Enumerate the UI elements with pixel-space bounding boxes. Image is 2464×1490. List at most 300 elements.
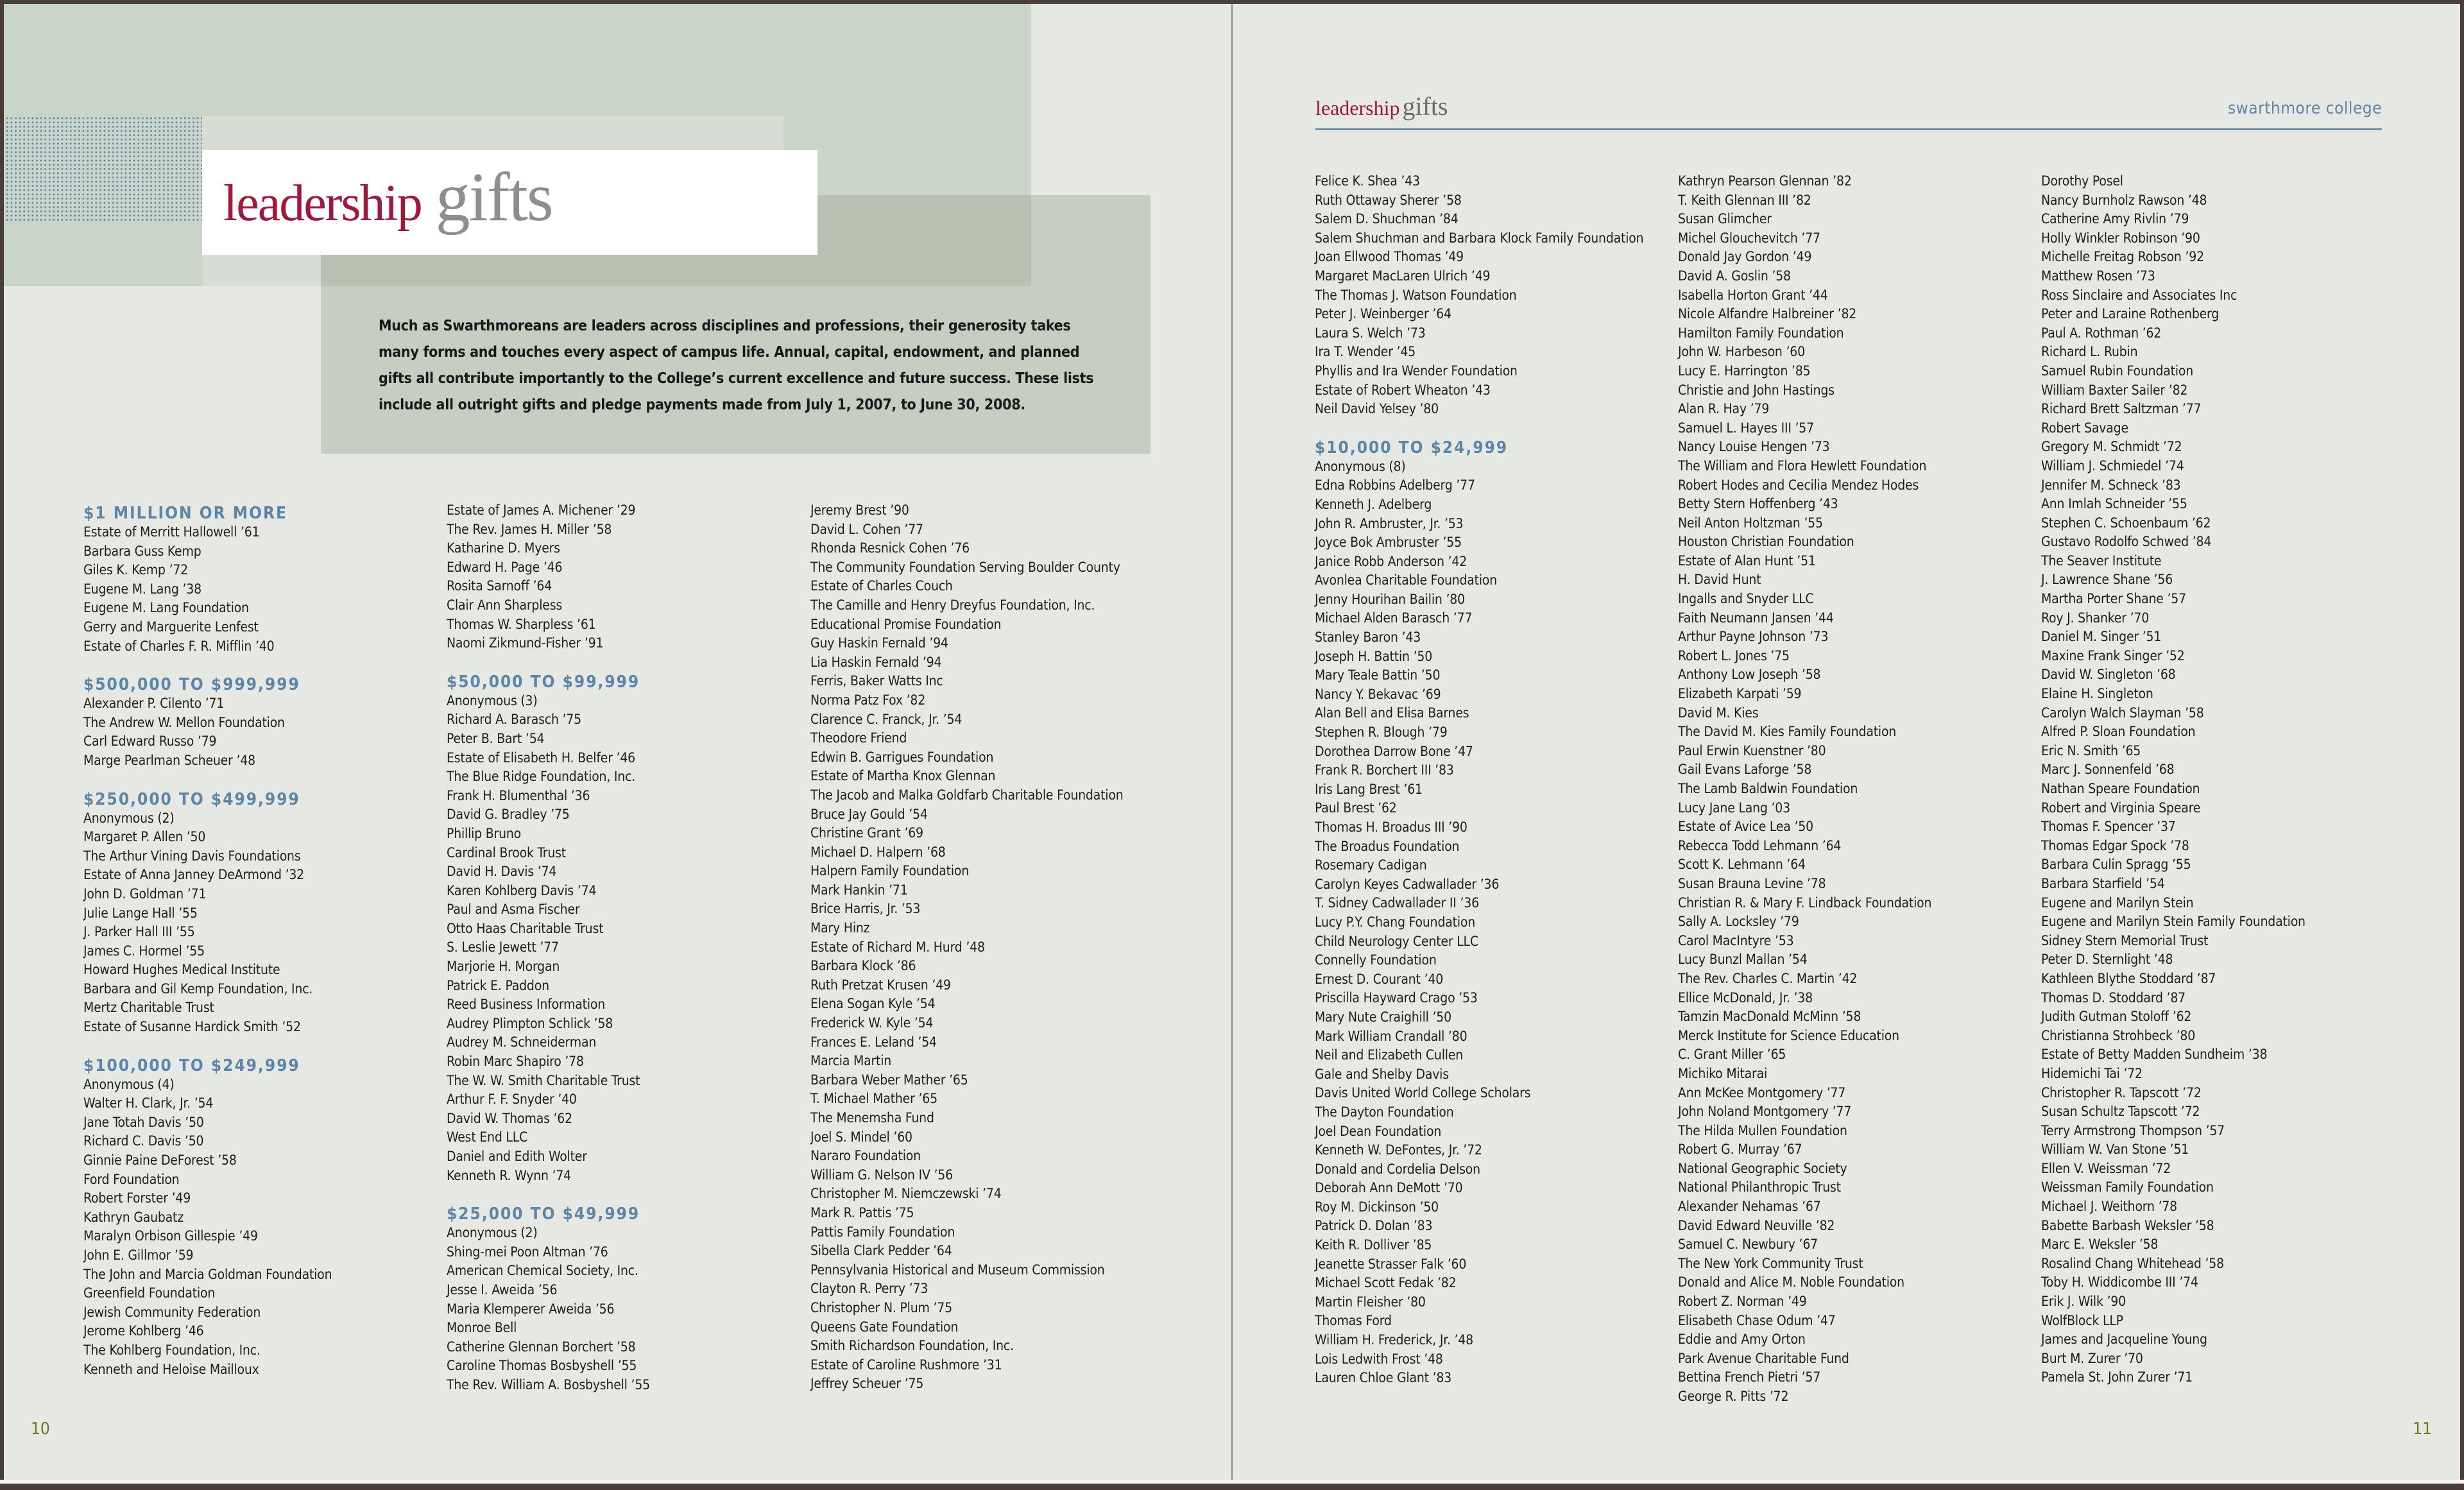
gift-level-heading: $100,000 TO $249,999 — [83, 1056, 300, 1075]
donor-entry: Paul Brest ’62 — [1315, 800, 1397, 816]
donor-entry: William Baxter Sailer ’82 — [2041, 382, 2188, 398]
donor-entry: Robert and Virginia Speare — [2041, 800, 2201, 816]
donor-entry: Maxine Frank Singer ’52 — [2041, 647, 2185, 664]
donor-entry: John D. Goldman ’71 — [83, 886, 207, 902]
donor-entry: Kathryn Gaubatz — [83, 1209, 184, 1225]
donor-entry: The Jacob and Malka Goldfarb Charitable Foundation — [810, 787, 1124, 803]
donor-entry: William J. Schmiedel ’74 — [2041, 458, 2184, 474]
page-frame-right — [2460, 0, 2464, 1490]
book-spine-divider — [1231, 4, 1233, 1480]
donor-entry: Eugene and Marilyn Stein Family Foundation — [2041, 914, 2306, 930]
donor-entry: Hidemichi Tai ’72 — [2041, 1065, 2143, 1081]
donor-entry: Estate of Susanne Hardick Smith ’52 — [83, 1019, 301, 1035]
donor-entry: Salem Shuchman and Barbara Klock Family Foundation — [1315, 230, 1644, 246]
donor-entry: Nicole Alfandre Halbreiner ’82 — [1678, 306, 1857, 322]
donor-entry: Marcia Martin — [810, 1053, 892, 1069]
donor-entry: Arthur Payne Johnson ’73 — [1678, 629, 1829, 645]
donor-entry: Estate of Martha Knox Glennan — [810, 768, 996, 784]
donor-entry: Jennifer M. Schneck ’83 — [2041, 477, 2181, 493]
title-word-gifts: gifts — [435, 159, 552, 235]
donor-entry: Naomi Zikmund-Fisher ’91 — [447, 635, 604, 651]
donor-entry: Catherine Glennan Borchert ’58 — [447, 1339, 636, 1355]
donor-entry: S. Leslie Jewett ’77 — [447, 939, 559, 955]
donor-entry: Ingalls and Snyder LLC — [1678, 591, 1814, 607]
donor-entry: Elaine H. Singleton — [2041, 686, 2153, 702]
donor-entry: David M. Kies — [1678, 705, 1759, 721]
donor-column-3 — [810, 501, 1123, 1413]
donor-entry: Thomas Ford — [1315, 1313, 1392, 1329]
donor-entry: The David M. Kies Family Foundation — [1678, 724, 1897, 740]
donor-entry: Sibella Clark Pedder ’64 — [810, 1243, 952, 1259]
donor-entry: Frank R. Borchert III ’83 — [1315, 762, 1454, 778]
donor-entry: Ira T. Wender ’45 — [1315, 344, 1416, 360]
donor-entry: Ruth Ottaway Sherer ’58 — [1315, 192, 1462, 208]
donor-entry: H. David Hunt — [1678, 572, 1761, 588]
donor-entry: Paul Erwin Kuenstner ’80 — [1678, 742, 1826, 758]
donor-entry: Rosalind Chang Whitehead ’58 — [2041, 1255, 2224, 1271]
donor-entry: Dorothy Posel — [2041, 173, 2123, 189]
donor-entry: Jeanette Strasser Falk ’60 — [1315, 1256, 1467, 1272]
donor-entry: Anonymous (3) — [447, 692, 538, 708]
donor-entry: Phyllis and Ira Wender Foundation — [1315, 363, 1518, 379]
donor-entry: Stephen C. Schoenbaum ’62 — [2041, 515, 2211, 531]
donor-entry: Eddie and Amy Orton — [1678, 1332, 1806, 1348]
donor-entry: Ann McKee Montgomery ’77 — [1678, 1084, 1846, 1100]
donor-entry: Michael J. Weithorn ’78 — [2041, 1199, 2178, 1215]
donor-entry: Lauren Chloe Glant ’83 — [1315, 1370, 1452, 1386]
donor-entry: Margaret P. Allen ’50 — [83, 829, 206, 845]
donor-entry: Kathryn Pearson Glennan ’82 — [1678, 173, 1852, 189]
college-name: swarthmore college — [2227, 99, 2382, 118]
donor-entry: William W. Van Stone ’51 — [2041, 1142, 2189, 1158]
donor-entry: Donald and Alice M. Noble Foundation — [1678, 1274, 1904, 1290]
donor-entry: Judith Gutman Stoloff ’62 — [2041, 1009, 2192, 1025]
donor-entry: Estate of Anna Janney DeArmond ’32 — [83, 867, 304, 883]
gift-level-group — [447, 501, 650, 653]
donor-entry: David W. Singleton ’68 — [2041, 667, 2176, 683]
donor-entry: Jeremy Brest ’90 — [810, 502, 909, 518]
donor-entry: Christianna Strohbeck ’80 — [2041, 1027, 2196, 1043]
donor-entry: Alexander Nehamas ’67 — [1678, 1199, 1821, 1215]
donor-entry: William G. Nelson IV ’56 — [810, 1167, 953, 1183]
donor-entry: Frederick W. Kyle ’54 — [810, 1015, 934, 1031]
donor-entry: Barbara Klock ’86 — [810, 958, 916, 974]
donor-entry: Laura S. Welch ’73 — [1315, 325, 1426, 341]
donor-entry: Katharine D. Myers — [447, 540, 560, 556]
donor-entry: Thomas Edgar Spock ’78 — [2041, 837, 2189, 853]
intro-paragraph: Much as Swarthmoreans are leaders across disciplines and professions, their generosity takes many forms and touches every aspect of campus life. Annual, capital, endowment, and planned gifts all contribute importantly to the College’s current excellence and future success. These lists include all outright gifts and pledge payments made from July 1, 2007, to June 30, 2008. — [379, 318, 1094, 413]
donor-entry: Norma Patz Fox ’82 — [810, 692, 926, 708]
donor-entry: Estate of Merritt Hallowell ’61 — [83, 524, 260, 540]
donor-entry: David L. Cohen ’77 — [810, 521, 923, 537]
donor-entry: Jewish Community Federation — [83, 1304, 261, 1320]
donor-entry: Susan Brauna Levine ’78 — [1678, 875, 1826, 891]
donor-entry: Carolyn Keyes Cadwallader ’36 — [1315, 876, 1500, 892]
donor-entry: Ginnie Paine DeForest ’58 — [83, 1152, 237, 1169]
gift-level-group — [2041, 172, 2306, 1387]
donor-entry: Ferris, Baker Watts Inc — [810, 673, 943, 689]
donor-entry: Carolyn Walch Slayman ’58 — [2041, 705, 2204, 721]
donor-entry: Alan Bell and Elisa Barnes — [1315, 705, 1469, 721]
donor-entry: J. Lawrence Shane ’56 — [2041, 572, 2173, 588]
donor-entry: Ford Foundation — [83, 1171, 180, 1187]
donor-entry: Pamela St. John Zurer ’71 — [2041, 1369, 2193, 1385]
donor-entry: Estate of Caroline Rushmore ’31 — [810, 1357, 1002, 1373]
donor-entry: Babette Barbash Weksler ’58 — [2041, 1217, 2214, 1233]
donor-entry: Samuel Rubin Foundation — [2041, 363, 2194, 379]
gift-level-group — [447, 1204, 650, 1394]
donor-entry: Theodore Friend — [810, 730, 907, 746]
donor-entry: Julie Lange Hall ’55 — [83, 905, 198, 921]
donor-entry: Merck Institute for Science Education — [1678, 1027, 1899, 1043]
donor-entry: Alfred P. Sloan Foundation — [2041, 724, 2196, 740]
donor-entry: Paul A. Rothman ’62 — [2041, 325, 2162, 341]
page-frame-bottom — [0, 1484, 2464, 1490]
donor-entry: Queens Gate Foundation — [810, 1319, 959, 1335]
donor-entry: Arthur F. F. Snyder ’40 — [447, 1092, 577, 1108]
donor-entry: Karen Kohlberg Davis ’74 — [447, 882, 597, 898]
donor-entry: Salem D. Shuchman ’84 — [1315, 211, 1459, 227]
donor-entry: Stephen R. Blough ’79 — [1315, 724, 1448, 741]
title-word-leadership: leadership — [223, 175, 422, 232]
gift-level-heading: $25,000 TO $49,999 — [447, 1204, 640, 1224]
donor-entry: The Rev. Charles C. Martin ’42 — [1678, 970, 1858, 986]
donor-entry: Guy Haskin Fernald ’94 — [810, 635, 948, 651]
donor-entry: Donald Jay Gordon ’49 — [1678, 249, 1812, 265]
donor-entry: Jesse I. Aweida ’56 — [447, 1281, 558, 1297]
donor-entry: Ann Imlah Schneider ’55 — [2041, 496, 2187, 512]
donor-entry: Christine Grant ’69 — [810, 825, 923, 841]
donor-column-6 — [2041, 172, 2306, 1407]
donor-entry: Christopher M. Niemczewski ’74 — [810, 1186, 1002, 1202]
gift-level-group — [1678, 172, 1931, 1407]
gift-level-heading: $1 MILLION OR MORE — [83, 504, 287, 523]
donor-entry: Frank H. Blumenthal ’36 — [447, 787, 590, 803]
donor-entry: The W. W. Smith Charitable Trust — [447, 1072, 640, 1088]
donor-entry: T. Michael Mather ’65 — [810, 1091, 937, 1107]
donor-entry: Matthew Rosen ’73 — [2041, 268, 2155, 284]
donor-entry: Michiko Mitarai — [1678, 1065, 1768, 1081]
donor-entry: Faith Neumann Jansen ’44 — [1678, 610, 1834, 626]
donor-entry: David H. Davis ’74 — [447, 864, 557, 880]
header-rule — [1315, 128, 2382, 130]
donor-entry: Christopher N. Plum ’75 — [810, 1299, 952, 1315]
donor-entry: The New York Community Trust — [1678, 1255, 1863, 1271]
donor-entry: Cardinal Brook Trust — [447, 844, 566, 861]
donor-entry: Estate of Charles F. R. Mifflin ’40 — [83, 638, 275, 654]
donor-entry: John R. Ambruster, Jr. ’53 — [1315, 515, 1464, 531]
donor-entry: Lucy E. Harrington ’85 — [1678, 363, 1811, 379]
donor-entry: Estate of Charles Couch — [810, 578, 953, 594]
halftone-dot-pattern — [5, 116, 202, 221]
donor-column-4 — [1315, 172, 1643, 1407]
donor-entry: Davis United World College Scholars — [1315, 1085, 1531, 1101]
donor-entry: Joel Dean Foundation — [1315, 1123, 1442, 1139]
donor-entry: Gustavo Rodolfo Schwed ’84 — [2041, 534, 2212, 550]
donor-entry: Robert Z. Norman ’49 — [1678, 1294, 1807, 1310]
donor-entry: Kenneth R. Wynn ’74 — [447, 1167, 571, 1183]
donor-entry: Deborah Ann DeMott ’70 — [1315, 1180, 1463, 1196]
donor-entry: James and Jacqueline Young — [2041, 1332, 2207, 1348]
donor-entry: James C. Hormel ’55 — [83, 943, 205, 959]
donor-entry: Michael Alden Barasch ’77 — [1315, 610, 1473, 626]
donor-column-5 — [1678, 172, 1931, 1426]
donor-entry: Anonymous (8) — [1315, 458, 1406, 474]
donor-entry: Thomas D. Stoddard ’87 — [2041, 989, 2186, 1006]
donor-entry: Mark Hankin ’71 — [810, 882, 908, 898]
donor-entry: Anonymous (2) — [447, 1225, 538, 1241]
donor-entry: Richard C. Davis ’50 — [83, 1133, 204, 1149]
donor-entry: Barbara and Gil Kemp Foundation, Inc. — [83, 980, 313, 997]
donor-entry: Peter J. Weinberger ’64 — [1315, 306, 1451, 322]
donor-entry: Rebecca Todd Lehmann ’64 — [1678, 837, 1842, 853]
donor-entry: Priscilla Hayward Crago ’53 — [1315, 990, 1478, 1006]
gift-level-group — [810, 501, 1123, 1394]
donor-entry: J. Parker Hall III ’55 — [83, 924, 195, 940]
donor-entry: Nancy Louise Hengen ’73 — [1678, 439, 1830, 455]
gift-level-heading: $500,000 TO $999,999 — [83, 675, 300, 695]
gift-level-group — [1315, 172, 1643, 419]
donor-entry: Robert Savage — [2041, 420, 2128, 436]
donor-entry: Anonymous (4) — [83, 1076, 175, 1092]
donor-entry: Susan Glimcher — [1678, 211, 1772, 227]
donor-entry: The Kohlberg Foundation, Inc. — [83, 1342, 261, 1358]
donor-entry: Roy M. Dickinson ’50 — [1315, 1199, 1439, 1215]
donor-entry: Estate of Betty Madden Sundheim ’38 — [2041, 1047, 2268, 1063]
donor-entry: Clayton R. Perry ’73 — [810, 1281, 928, 1297]
donor-entry: Gail Evans Laforge ’58 — [1678, 762, 1812, 778]
donor-entry: Walter H. Clark, Jr. ’54 — [83, 1095, 214, 1111]
donor-entry: Janice Robb Anderson ’42 — [1315, 553, 1467, 569]
donor-entry: The Lamb Baldwin Foundation — [1678, 781, 1858, 796]
donor-entry: T. Keith Glennan III ’82 — [1678, 192, 1811, 208]
donor-entry: Michael Scott Fedak ’82 — [1315, 1275, 1457, 1291]
donor-entry: Avonlea Charitable Foundation — [1315, 572, 1498, 588]
donor-entry: Howard Hughes Medical Institute — [83, 962, 280, 978]
donor-entry: Eugene and Marilyn Stein — [2041, 895, 2194, 911]
donor-entry: Pattis Family Foundation — [810, 1224, 955, 1240]
gift-level-group — [83, 1056, 332, 1380]
donor-entry: David W. Thomas ’62 — [447, 1110, 572, 1126]
donor-entry: National Philanthropic Trust — [1678, 1179, 1841, 1195]
donor-entry: Park Avenue Charitable Fund — [1678, 1350, 1849, 1366]
donor-entry: Child Neurology Center LLC — [1315, 933, 1478, 949]
gift-level-heading: $10,000 TO $24,999 — [1315, 438, 1509, 458]
donor-entry: Elena Sogan Kyle ’54 — [810, 996, 936, 1012]
donor-entry: Eric N. Smith ’65 — [2041, 742, 2141, 758]
donor-entry: American Chemical Society, Inc. — [447, 1263, 638, 1279]
donor-entry: Robert G. Murray ’67 — [1678, 1142, 1802, 1158]
donor-entry: Robert L. Jones ’75 — [1678, 647, 1790, 664]
running-head-gifts: gifts — [1402, 92, 1448, 121]
donor-entry: The Community Foundation Serving Boulder County — [810, 559, 1120, 575]
donor-entry: Estate of James A. Michener ’29 — [447, 502, 636, 518]
donor-entry: Ellen V. Weissman ’72 — [2041, 1160, 2171, 1176]
donor-entry: Reed Business Information — [447, 997, 606, 1013]
donor-entry: Marc E. Weksler ’58 — [2041, 1237, 2159, 1253]
donor-entry: Peter B. Bart ’54 — [447, 730, 545, 746]
donor-entry: Alan R. Hay ’79 — [1678, 401, 1770, 417]
donor-entry: Audrey Plimpton Schlick ’58 — [447, 1015, 613, 1031]
donor-entry: Bettina French Pietri ’57 — [1678, 1369, 1821, 1385]
gift-level-group — [1315, 438, 1643, 1388]
donor-entry: Iris Lang Brest ’61 — [1315, 781, 1423, 797]
donor-entry: Pennsylvania Historical and Museum Commission — [810, 1262, 1105, 1278]
donor-entry: Neil David Yelsey ’80 — [1315, 401, 1439, 417]
donor-entry: Daniel M. Singer ’51 — [2041, 629, 2162, 645]
donor-entry: David A. Goslin ’58 — [1678, 268, 1791, 284]
donor-entry: The Thomas J. Watson Foundation — [1315, 287, 1517, 303]
donor-entry: The Arthur Vining Davis Foundations — [83, 848, 301, 864]
donor-entry: The Rev. William A. Bosbyshell ’55 — [447, 1376, 650, 1392]
donor-entry: Clarence C. Franck, Jr. ’54 — [810, 711, 963, 727]
donor-entry: Estate of Alan Hunt ’51 — [1678, 552, 1816, 569]
donor-entry: Gale and Shelby Davis — [1315, 1066, 1449, 1082]
donor-entry: The Camille and Henry Dreyfus Foundation, Inc. — [810, 597, 1095, 613]
donor-entry: Holly Winkler Robinson ’90 — [2041, 230, 2200, 246]
donor-entry: Frances E. Leland ’54 — [810, 1034, 937, 1050]
donor-entry: Christopher R. Tapscott ’72 — [2041, 1084, 2202, 1100]
donor-entry: National Geographic Society — [1678, 1160, 1847, 1176]
donor-entry: Sally A. Locksley ’79 — [1678, 914, 1799, 930]
donor-entry: Marge Pearlman Scheuer ’48 — [83, 752, 255, 768]
donor-entry: Neil Anton Holtzman ’55 — [1678, 515, 1823, 531]
donor-entry: Maralyn Orbison Gillespie ’49 — [83, 1228, 258, 1244]
donor-entry: Richard L. Rubin — [2041, 344, 2138, 360]
donor-entry: Joyce Bok Ambruster ’55 — [1315, 535, 1462, 551]
donor-entry: Barbara Weber Mather ’65 — [810, 1072, 968, 1088]
donor-entry: Monroe Bell — [447, 1320, 517, 1336]
gift-level-heading: $250,000 TO $499,999 — [83, 789, 300, 809]
donor-entry: Margaret MacLaren Ulrich ’49 — [1315, 268, 1491, 284]
donor-entry: Audrey M. Schneiderman — [447, 1034, 597, 1050]
gift-level-heading: $50,000 TO $99,999 — [447, 672, 640, 692]
donor-entry: Christian R. & Mary F. Lindback Foundation — [1678, 895, 1932, 911]
donor-entry: Ernest D. Courant ’40 — [1315, 971, 1444, 987]
donor-entry: Thomas H. Broadus III ’90 — [1315, 819, 1467, 835]
donor-entry: Greenfield Foundation — [83, 1285, 216, 1301]
donor-entry: Robin Marc Shapiro ’78 — [447, 1054, 584, 1070]
donor-entry: Donald and Cordelia Delson — [1315, 1161, 1480, 1177]
donor-entry: Peter D. Sternlight ’48 — [2041, 952, 2173, 968]
donor-entry: Jeffrey Scheuer ’75 — [810, 1376, 924, 1392]
donor-entry: The William and Flora Hewlett Foundation — [1678, 458, 1927, 474]
donor-entry: Weissman Family Foundation — [2041, 1179, 2214, 1195]
donor-entry: Anonymous (2) — [83, 810, 175, 826]
donor-entry: Caroline Thomas Bosbyshell ’55 — [447, 1358, 637, 1374]
donor-entry: Estate of Elisabeth H. Belfer ’46 — [447, 749, 635, 766]
donor-entry: Dorothea Darrow Bone ’47 — [1315, 743, 1473, 759]
donor-entry: Neil and Elizabeth Cullen — [1315, 1047, 1464, 1063]
donor-entry: Erik J. Wilk ’90 — [2041, 1294, 2126, 1310]
donor-entry: Hamilton Family Foundation — [1678, 325, 1844, 341]
donor-entry: Maria Klemperer Aweida ’56 — [447, 1301, 615, 1317]
gift-level-group — [83, 675, 332, 770]
donor-entry: Gerry and Marguerite Lenfest — [83, 619, 259, 635]
donor-entry: William H. Frederick, Jr. ’48 — [1315, 1332, 1473, 1348]
donor-entry: Edwin B. Garrigues Foundation — [810, 749, 994, 765]
donor-entry: WolfBlock LLP — [2041, 1312, 2123, 1328]
donor-entry: Jenny Hourihan Bailin ’80 — [1315, 591, 1465, 607]
donor-entry: Mark William Crandall ’80 — [1315, 1028, 1467, 1044]
donor-entry: Mary Teale Battin ’50 — [1315, 667, 1441, 683]
donor-entry: Martin Fleisher ’80 — [1315, 1294, 1426, 1310]
donor-entry: Mertz Charitable Trust — [83, 1000, 214, 1016]
donor-entry: David G. Bradley ’75 — [447, 807, 570, 823]
donor-entry: Houston Christian Foundation — [1678, 534, 1854, 550]
running-head — [1315, 91, 1448, 121]
donor-entry: Robert Hodes and Cecilia Mendez Hodes — [1678, 477, 1919, 493]
donor-entry: John Noland Montgomery ’77 — [1678, 1104, 1852, 1120]
donor-entry: Eugene M. Lang Foundation — [83, 600, 249, 616]
donor-entry: Joseph H. Battin ’50 — [1315, 648, 1433, 664]
donor-entry: George R. Pitts ’72 — [1678, 1389, 1789, 1404]
donor-entry: Otto Haas Charitable Trust — [447, 920, 604, 936]
donor-entry: David Edward Neuville ’82 — [1678, 1217, 1835, 1233]
donor-entry: Anthony Low Joseph ’58 — [1678, 667, 1821, 683]
donor-entry: Phillip Bruno — [447, 825, 521, 841]
donor-entry: Richard A. Barasch ’75 — [447, 712, 581, 728]
donor-entry: Michelle Freitag Robson ’92 — [2041, 249, 2204, 265]
donor-entry: Robert Forster ’49 — [83, 1190, 191, 1206]
donor-entry: Kenneth and Heloise Mailloux — [83, 1361, 259, 1377]
donor-entry: Barbara Starfield ’54 — [2041, 875, 2165, 891]
donor-entry: Alexander P. Cilento ’71 — [83, 696, 225, 712]
donor-entry: Susan Schultz Tapscott ’72 — [2041, 1104, 2200, 1120]
donor-entry: Connelly Foundation — [1315, 952, 1437, 968]
donor-entry: Kathleen Blythe Stoddard ’87 — [2041, 970, 2216, 986]
donor-entry: T. Sidney Cadwallader II ’36 — [1315, 895, 1479, 911]
donor-entry: Tamzin MacDonald McMinn ’58 — [1678, 1009, 1861, 1025]
donor-entry: Roy J. Shanker ’70 — [2041, 610, 2150, 626]
donor-entry: Paul and Asma Fischer — [447, 902, 580, 918]
donor-entry: Elizabeth Karpati ’59 — [1678, 686, 1802, 702]
donor-entry: The Dayton Foundation — [1315, 1104, 1454, 1120]
donor-entry: Clair Ann Sharpless — [447, 597, 562, 613]
donor-entry: Carol MacIntyre ’53 — [1678, 932, 1794, 948]
donor-entry: Martha Porter Shane ’57 — [2041, 591, 2186, 607]
donor-entry: The Rev. James H. Miller ’58 — [447, 521, 612, 537]
donor-entry: Scott K. Lehmann ’64 — [1678, 857, 1806, 873]
donor-entry: Stanley Baron ’43 — [1315, 629, 1421, 646]
donor-entry: Shing-mei Poon Altman ’76 — [447, 1244, 608, 1260]
gift-level-group — [447, 672, 650, 1185]
donor-entry: Betty Stern Hoffenberg ’43 — [1678, 496, 1838, 512]
donor-entry: Edna Robbins Adelberg ’77 — [1315, 477, 1475, 493]
donor-entry: Ruth Pretzat Krusen ’49 — [810, 977, 951, 993]
donor-entry: Halpern Family Foundation — [810, 863, 970, 879]
donor-entry: Giles K. Kemp ’72 — [83, 562, 189, 578]
donor-entry: Mary Hinz — [810, 920, 870, 936]
donor-entry: The Hilda Mullen Foundation — [1678, 1122, 1847, 1138]
donor-entry: Educational Promise Foundation — [810, 616, 1002, 632]
donor-entry: Nancy Burnholz Rawson ’48 — [2041, 192, 2207, 208]
donor-entry: Lucy Jane Lang ’03 — [1678, 800, 1790, 816]
donor-entry: Lucy P.Y. Chang Foundation — [1315, 914, 1475, 930]
donor-entry: Isabella Horton Grant ’44 — [1678, 287, 1828, 303]
donor-entry: Elisabeth Chase Odum ’47 — [1678, 1312, 1836, 1328]
donor-entry: Joan Ellwood Thomas ’49 — [1315, 249, 1464, 265]
donor-entry: Eugene M. Lang ’38 — [83, 581, 201, 597]
donor-entry: Brice Harris, Jr. ’53 — [810, 901, 921, 917]
donor-entry: Michel Glouchevitch ’77 — [1678, 230, 1820, 246]
page-title — [223, 159, 552, 242]
donor-entry: Patrick E. Paddon — [447, 977, 549, 993]
donor-entry: John E. Gillmor ’59 — [83, 1247, 194, 1263]
donor-entry: Thomas F. Spencer ’37 — [2041, 819, 2176, 835]
donor-entry: Burt M. Zurer ’70 — [2041, 1350, 2143, 1366]
gift-level-group — [83, 504, 332, 656]
